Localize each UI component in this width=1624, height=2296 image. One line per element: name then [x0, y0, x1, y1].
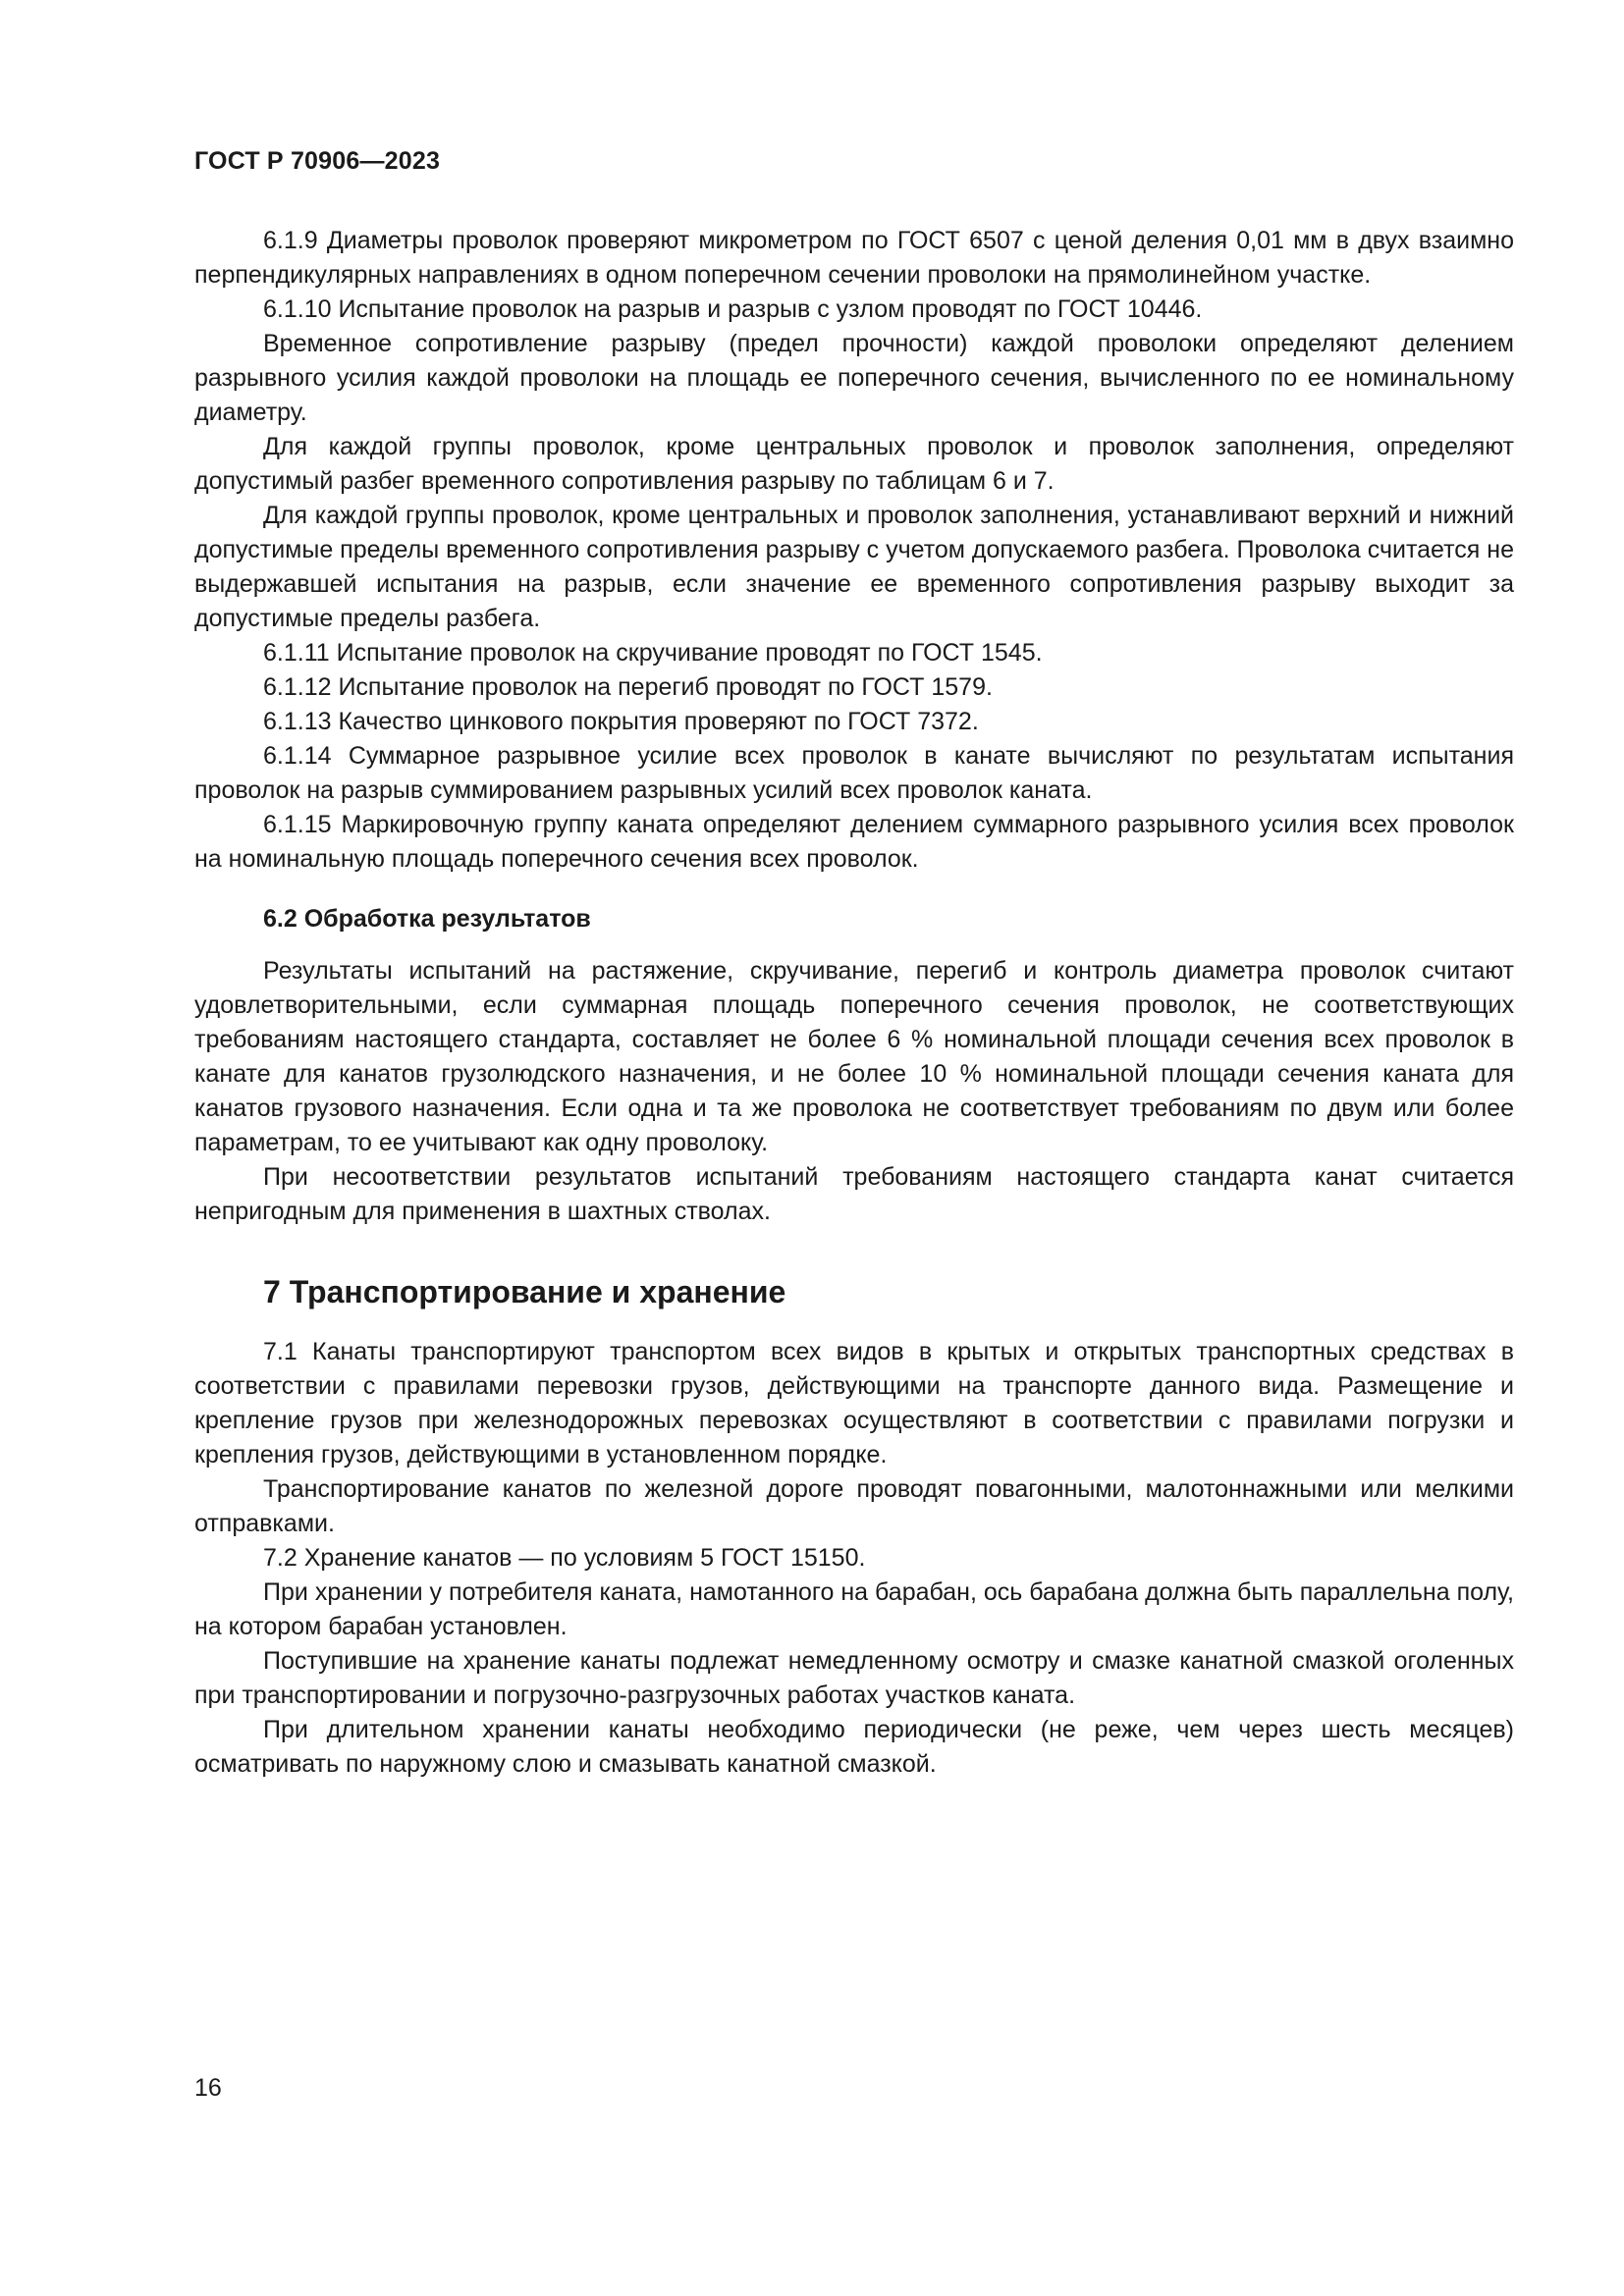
- paragraph-6-1-13: 6.1.13 Качество цинкового покрытия проверяют по ГОСТ 7372.: [263, 708, 979, 735]
- paragraph-7-1: 7.1 Канаты транспортируют транспортом всех видов в крытых и открытых транспортных средствах в соответствии с правилами перевозки грузов, действующими на транспорте данного вида. Размещение и крепление грузов при железнодорожных перевозках осуществляют в соответствии с правилами погрузки и крепления грузов, действующими в установленном порядке.: [194, 1338, 1514, 1468]
- paragraph-6-1-15: 6.1.15 Маркировочную группу каната определяют делением суммарного разрывного усилия всех проволок на номинальную площадь поперечного сечения всех проволок.: [194, 811, 1514, 873]
- paragraph-drum-storage: При хранении у потребителя каната, намотанного на барабан, ось барабана должна быть параллельна полу, на котором барабан установлен.: [194, 1578, 1514, 1640]
- paragraph-6-1-10: 6.1.10 Испытание проволок на разрыв и разрыв с узлом проводят по ГОСТ 10446.: [263, 295, 1203, 323]
- paragraph-6-1-14: 6.1.14 Суммарное разрывное усилие всех проволок в канате вычисляют по результатам испытания проволок на разрыв суммированием разрывных усилий всех проволок каната.: [194, 742, 1514, 804]
- section-heading-7: 7 Транспортирование и хранение: [263, 1274, 786, 1309]
- document-header-code: ГОСТ Р 70906—2023: [194, 147, 441, 175]
- paragraph-7-2: 7.2 Хранение канатов — по условиям 5 ГОСТ 15150.: [263, 1544, 866, 1572]
- page-number: 16: [194, 2074, 222, 2102]
- paragraph-temporary-resistance: Временное сопротивление разрыву (предел прочности) каждой проволоки определяют делением разрывного усилия каждой проволоки на площадь ее поперечного сечения, вычисленного по ее номинальному диаметру.: [194, 330, 1514, 426]
- paragraph-6-1-9: 6.1.9 Диаметры проволок проверяют микрометром по ГОСТ 6507 с ценой деления 0,01 мм в двух взаимно перпендикулярных направлениях в одном поперечном сечении проволоки на прямолинейном участке.: [194, 227, 1514, 289]
- paragraph-group-spread: Для каждой группы проволок, кроме центральных проволок и проволок заполнения, определяют допустимый разбег временного сопротивления разрыву по таблицам 6 и 7.: [194, 433, 1514, 495]
- document-body: [194, 224, 1514, 1782]
- subsection-heading-6-2: 6.2 Обработка результатов: [263, 905, 591, 933]
- paragraph-long-storage: При длительном хранении канаты необходимо периодически (не реже, чем через шесть месяцев) осматривать по наружному слою и смазывать канатной смазкой.: [194, 1716, 1514, 1778]
- paragraph-group-limits: Для каждой группы проволок, кроме центральных и проволок заполнения, устанавливают верхний и нижний допустимые пределы временного сопротивления разрыву с учетом допускаемого разбега. Проволока считается не выдержавшей испытания на разрыв, если значение ее временного сопротивления разрыву выходит за допустимые пределы разбега.: [194, 502, 1514, 632]
- paragraph-results: Результаты испытаний на растяжение, скручивание, перегиб и контроль диаметра проволок считают удовлетворительными, если суммарная площадь поперечного сечения проволок, не соответствующих требованиям настоящего стандарта, составляет не более 6 % номинальной площади сечения всех проволок в канате для канатов грузолюдского назначения, и не более 10 % номинальной площади сечения каната для канатов грузового назначения. Если одна и та же проволока не соответствует требованиям по двум или более параметрам, то ее учитывают как одну проволоку.: [194, 957, 1514, 1156]
- paragraph-rail-transport: Транспортирование канатов по железной дороге проводят повагонными, малотоннажными или мелкими отправками.: [194, 1475, 1514, 1537]
- paragraph-6-1-11: 6.1.11 Испытание проволок на скручивание проводят по ГОСТ 1545.: [263, 639, 1043, 667]
- paragraph-6-1-12: 6.1.12 Испытание проволок на перегиб проводят по ГОСТ 1579.: [263, 673, 993, 701]
- paragraph-nonconformity: При несоответствии результатов испытаний требованиям настоящего стандарта канат считается непригодным для применения в шахтных стволах.: [194, 1163, 1514, 1225]
- paragraph-incoming-storage: Поступившие на хранение канаты подлежат немедленному осмотру и смазке канатной смазкой оголенных при транспортировании и погрузочно-разгрузочных работах участков каната.: [194, 1647, 1514, 1709]
